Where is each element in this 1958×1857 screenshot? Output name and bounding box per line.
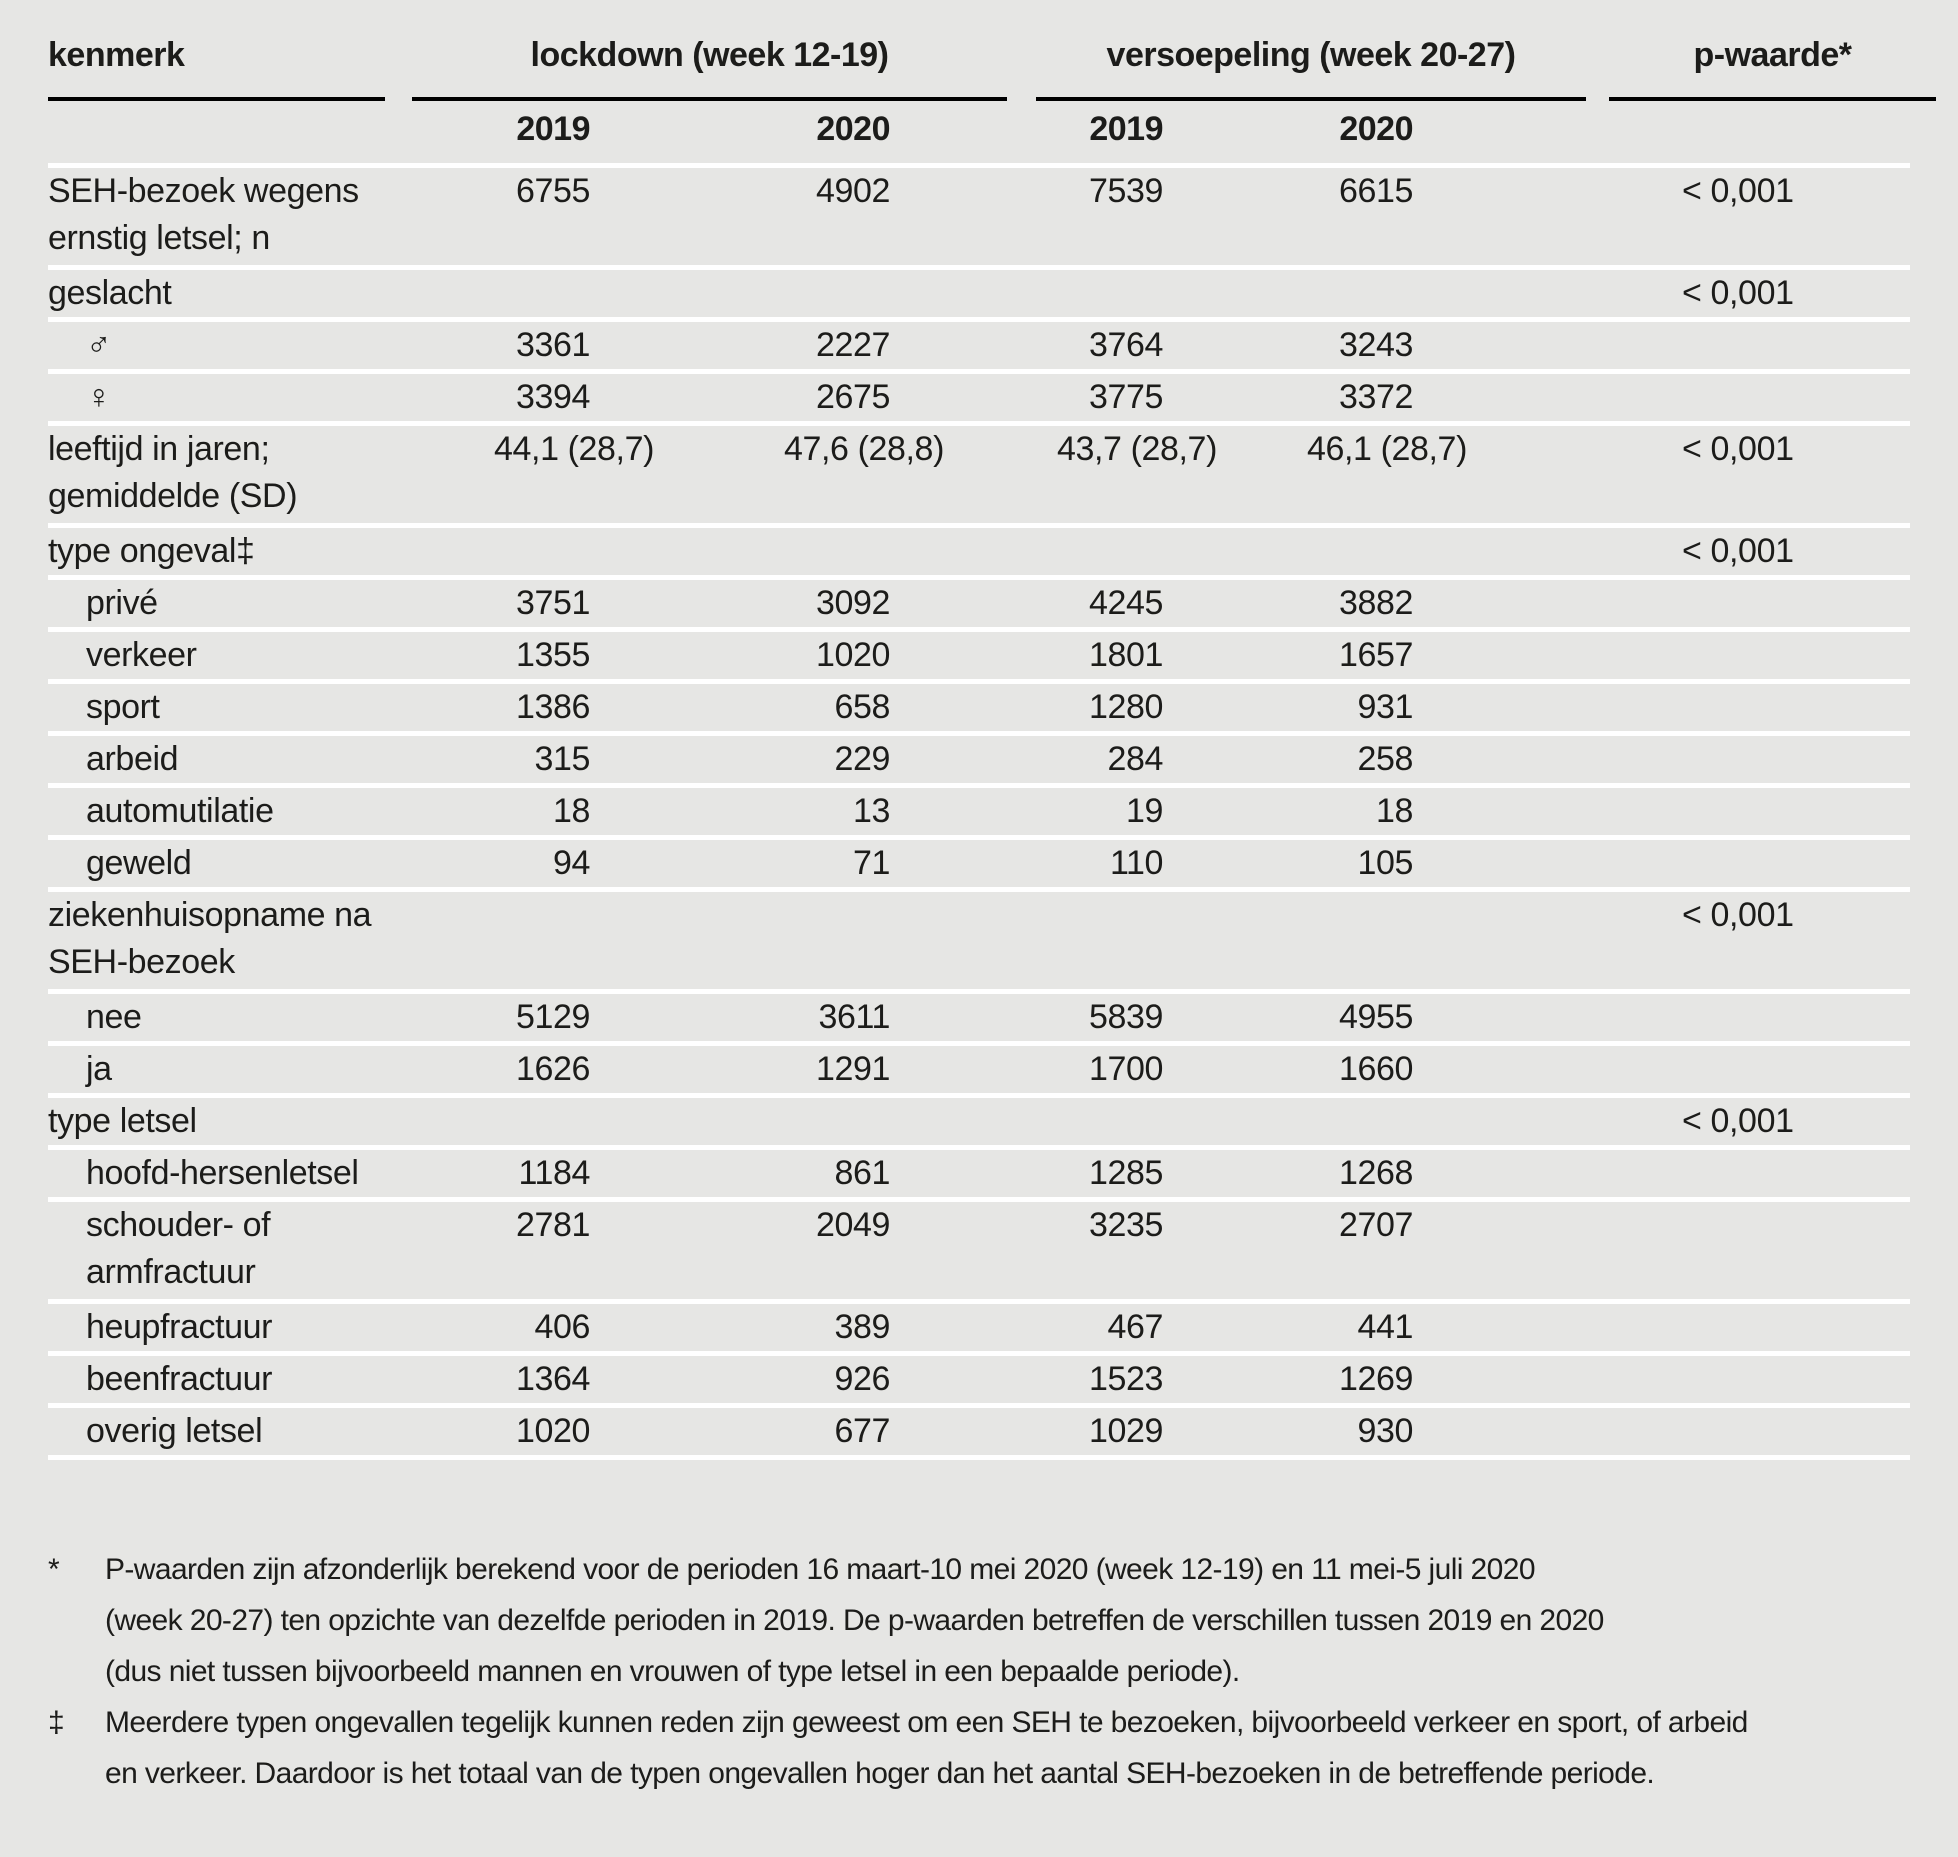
footnote-line: (week 20-27) ten opzichte van dezelfde perioden in 2019. De p-waarden betreffen de verschillen tussen 2019 en 2020 — [105, 1604, 1604, 1637]
p-value-cell: < 0,001 — [1682, 172, 1794, 210]
value-cell: 284 — [1107, 740, 1163, 778]
row-label-line: gemiddelde (SD) — [48, 477, 298, 515]
value-cell: 3775 — [1088, 378, 1163, 416]
column-group-versoepeling: versoepeling (week 20-27) — [1106, 36, 1516, 74]
value-cell — [590, 892, 890, 989]
value-cell: 3243 — [1338, 326, 1413, 364]
value-cell: 1020 — [815, 636, 890, 674]
row-label-line: ♂ — [86, 326, 112, 364]
value-cell: 3882 — [1338, 584, 1413, 622]
value-cell — [890, 1098, 1163, 1145]
p-value-cell — [1413, 1150, 1910, 1197]
row-label-line: ja — [86, 1050, 112, 1088]
table-row — [48, 421, 1910, 523]
row-label — [48, 1408, 440, 1455]
row-label — [48, 426, 440, 523]
table-row — [48, 1299, 1910, 1351]
value-cell — [890, 528, 1163, 575]
value-cell: 4902 — [815, 172, 890, 210]
value-cell — [440, 528, 590, 575]
table-row — [48, 317, 1910, 369]
value-cell: 2227 — [815, 326, 890, 364]
value-cell — [590, 270, 890, 317]
value-cell: 1626 — [515, 1050, 590, 1088]
value-cell: 1660 — [1338, 1050, 1413, 1088]
table-row — [48, 627, 1910, 679]
row-label-line: ♀ — [86, 378, 112, 416]
row-label-line: SEH-bezoek — [48, 943, 235, 981]
value-cell: 18 — [1375, 792, 1413, 830]
row-label-line: type letsel — [48, 1102, 197, 1140]
row-label-line: arbeid — [86, 740, 179, 778]
p-value-cell: < 0,001 — [1682, 1102, 1794, 1140]
value-cell: 1268 — [1338, 1154, 1413, 1192]
table-row — [48, 887, 1910, 989]
value-cell: 3764 — [1088, 326, 1163, 364]
value-cell: 677 — [834, 1412, 890, 1450]
table-row — [48, 1093, 1910, 1145]
value-cell: 861 — [834, 1154, 890, 1192]
row-label — [48, 1356, 440, 1403]
value-cell: 71 — [852, 844, 890, 882]
value-cell: 1285 — [1088, 1154, 1163, 1192]
row-label — [48, 1046, 440, 1093]
row-label — [48, 892, 440, 989]
p-value-cell — [1413, 1408, 1910, 1455]
value-cell: 4245 — [1088, 584, 1163, 622]
p-value-cell — [1413, 580, 1910, 627]
year-header-versoepeling-2019: 2019 — [1089, 110, 1163, 148]
value-cell: 1291 — [815, 1050, 890, 1088]
footnote — [48, 1697, 1910, 1799]
table-row — [48, 265, 1910, 317]
value-cell: 1020 — [515, 1412, 590, 1450]
value-cell — [590, 528, 890, 575]
value-cell: 1184 — [518, 1154, 590, 1192]
table-row — [48, 679, 1910, 731]
table-row — [48, 1403, 1910, 1455]
value-cell — [440, 1098, 590, 1145]
row-label — [48, 994, 440, 1041]
value-cell: 3361 — [515, 326, 590, 364]
value-cell: 94 — [552, 844, 590, 882]
p-value-cell — [1413, 1202, 1910, 1299]
value-cell: 1269 — [1338, 1360, 1413, 1398]
table-body — [0, 163, 1958, 1460]
footnote-text — [105, 1544, 1910, 1697]
row-label-line: geslacht — [48, 274, 172, 312]
row-label-line: overig letsel — [86, 1412, 263, 1450]
p-value-cell — [1413, 1304, 1910, 1351]
value-cell: 3394 — [515, 378, 590, 416]
p-value-cell — [1413, 788, 1910, 835]
value-cell — [440, 270, 590, 317]
year-header-lockdown-2019: 2019 — [516, 110, 590, 148]
value-cell: 2675 — [815, 378, 890, 416]
row-label — [48, 1304, 440, 1351]
header-rule-p-waarde — [1609, 97, 1936, 101]
year-header-lockdown-2020: 2020 — [816, 110, 890, 148]
value-cell: 13 — [852, 792, 890, 830]
header-rule-lockdown — [412, 97, 1007, 101]
p-value-cell — [1413, 1046, 1910, 1093]
p-value-cell — [1413, 684, 1910, 731]
column-group-lockdown: lockdown (week 12-19) — [530, 36, 889, 74]
footnote-line: en verkeer. Daardoor is het totaal van de typen ongevallen hoger dan het aantal SEH-bezoeken in de betreffende periode. — [105, 1757, 1655, 1790]
row-label-line: armfractuur — [86, 1253, 256, 1291]
row-label — [48, 684, 440, 731]
row-label — [48, 528, 440, 575]
value-cell: 47,6 (28,8) — [783, 430, 944, 468]
value-cell: 926 — [834, 1360, 890, 1398]
value-cell: 1280 — [1088, 688, 1163, 726]
row-label-line: beenfractuur — [86, 1360, 273, 1398]
row-label-line: hoofd-hersenletsel — [86, 1154, 359, 1192]
value-cell: 6755 — [515, 172, 590, 210]
table-header — [0, 0, 1958, 163]
row-label — [48, 1098, 440, 1145]
row-label-line: ziekenhuisopname na — [48, 896, 372, 934]
p-value-cell: < 0,001 — [1682, 274, 1794, 312]
p-value-cell — [1413, 322, 1910, 369]
row-label — [48, 1150, 440, 1197]
table-row — [48, 835, 1910, 887]
value-cell: 258 — [1357, 740, 1413, 778]
value-cell: 19 — [1125, 792, 1163, 830]
value-cell: 1355 — [515, 636, 590, 674]
row-label — [48, 322, 440, 369]
value-cell: 1801 — [1088, 636, 1163, 674]
row-label — [48, 374, 440, 421]
value-cell: 2049 — [815, 1206, 890, 1244]
table-bottom-line — [48, 1455, 1910, 1460]
value-cell: 18 — [552, 792, 590, 830]
value-cell: 1523 — [1088, 1360, 1163, 1398]
row-label-line: privé — [86, 584, 158, 622]
footnote-line: P-waarden zijn afzonderlijk berekend voor de perioden 16 maart-10 mei 2020 (week 12-19) en 11 mei-5 juli 2020 — [105, 1553, 1535, 1586]
value-cell: 7539 — [1088, 172, 1163, 210]
footnote-line: Meerdere typen ongevallen tegelijk kunnen reden zijn geweest om een SEH te bezoeken, bijvoorbeeld verkeer en sport, of arbeid — [105, 1706, 1748, 1739]
value-cell: 1029 — [1088, 1412, 1163, 1450]
value-cell: 43,7 (28,7) — [1056, 430, 1217, 468]
value-cell: 5129 — [515, 998, 590, 1036]
value-cell — [1163, 528, 1413, 575]
value-cell: 3235 — [1088, 1206, 1163, 1244]
row-label-line: leeftijd in jaren; — [48, 430, 270, 468]
table-row — [48, 989, 1910, 1041]
value-cell: 6615 — [1338, 172, 1413, 210]
row-label-line: automutilatie — [86, 792, 274, 830]
row-label — [48, 1202, 440, 1299]
value-cell: 105 — [1357, 844, 1413, 882]
value-cell: 1386 — [515, 688, 590, 726]
row-label — [48, 580, 440, 627]
row-label — [48, 270, 440, 317]
p-value-cell — [1413, 840, 1910, 887]
table-row — [48, 731, 1910, 783]
footnote-marker: * — [48, 1553, 60, 1586]
value-cell: 5839 — [1088, 998, 1163, 1036]
row-label-line: nee — [86, 998, 142, 1036]
value-cell — [1163, 1098, 1413, 1145]
value-cell — [1163, 892, 1413, 989]
footnote-line: (dus niet tussen bijvoorbeeld mannen en vrouwen of type letsel in een bepaalde periode). — [105, 1655, 1240, 1688]
value-cell: 1364 — [515, 1360, 590, 1398]
table-row — [48, 163, 1910, 265]
header-rule-kenmerk — [48, 97, 385, 101]
table-row — [48, 783, 1910, 835]
footnotes — [0, 1544, 1958, 1799]
value-cell: 315 — [534, 740, 590, 778]
value-cell: 406 — [534, 1308, 590, 1346]
row-label-line: geweld — [86, 844, 192, 882]
row-label-line: ernstig letsel; n — [48, 219, 270, 257]
value-cell — [890, 270, 1163, 317]
p-value-cell — [1413, 736, 1910, 783]
table-row — [48, 1351, 1910, 1403]
value-cell: 441 — [1357, 1308, 1413, 1346]
value-cell: 467 — [1107, 1308, 1163, 1346]
value-cell: 389 — [834, 1308, 890, 1346]
column-header-kenmerk: kenmerk — [48, 36, 185, 74]
value-cell — [440, 892, 590, 989]
table-row — [48, 523, 1910, 575]
row-label-line: sport — [86, 688, 160, 726]
value-cell: 3611 — [818, 998, 890, 1036]
value-cell: 4955 — [1338, 998, 1413, 1036]
table-row — [48, 1145, 1910, 1197]
year-header-versoepeling-2020: 2020 — [1339, 110, 1413, 148]
row-label — [48, 788, 440, 835]
value-cell — [590, 1098, 890, 1145]
value-cell: 2707 — [1338, 1206, 1413, 1244]
p-value-cell: < 0,001 — [1682, 532, 1794, 570]
table-row — [48, 1041, 1910, 1093]
value-cell: 3751 — [515, 584, 590, 622]
value-cell — [1163, 270, 1413, 317]
value-cell: 110 — [1109, 844, 1163, 882]
value-cell: 2781 — [515, 1206, 590, 1244]
p-value-cell — [1413, 1356, 1910, 1403]
p-value-cell: < 0,001 — [1682, 430, 1794, 468]
row-label — [48, 168, 440, 265]
header-rule-versoepeling — [1036, 97, 1586, 101]
table-row — [48, 369, 1910, 421]
value-cell: 3372 — [1338, 378, 1413, 416]
row-label-line: schouder- of — [86, 1206, 271, 1244]
column-header-p-waarde: p-waarde* — [1693, 36, 1852, 74]
row-label — [48, 736, 440, 783]
footnote-text — [105, 1697, 1910, 1799]
value-cell: 229 — [834, 740, 890, 778]
value-cell: 44,1 (28,7) — [494, 430, 655, 468]
value-cell: 3092 — [815, 584, 890, 622]
row-label-line: verkeer — [86, 636, 197, 674]
row-label — [48, 632, 440, 679]
row-label — [48, 840, 440, 887]
footnote — [48, 1544, 1910, 1697]
table-row — [48, 575, 1910, 627]
value-cell: 930 — [1357, 1412, 1413, 1450]
p-value-cell — [1413, 994, 1910, 1041]
p-value-cell: < 0,001 — [1682, 896, 1794, 934]
value-cell: 1657 — [1338, 636, 1413, 674]
value-cell: 1700 — [1088, 1050, 1163, 1088]
row-label-line: heupfractuur — [86, 1308, 273, 1346]
row-label-line: SEH-bezoek wegens — [48, 172, 359, 210]
value-cell — [890, 892, 1163, 989]
p-value-cell — [1413, 632, 1910, 679]
table-row — [48, 1197, 1910, 1299]
row-label-line: type ongeval‡ — [48, 532, 255, 570]
value-cell: 46,1 (28,7) — [1306, 430, 1467, 468]
value-cell: 658 — [834, 688, 890, 726]
value-cell: 931 — [1357, 688, 1413, 726]
footnote-marker: ‡ — [48, 1706, 65, 1739]
p-value-cell — [1413, 374, 1910, 421]
